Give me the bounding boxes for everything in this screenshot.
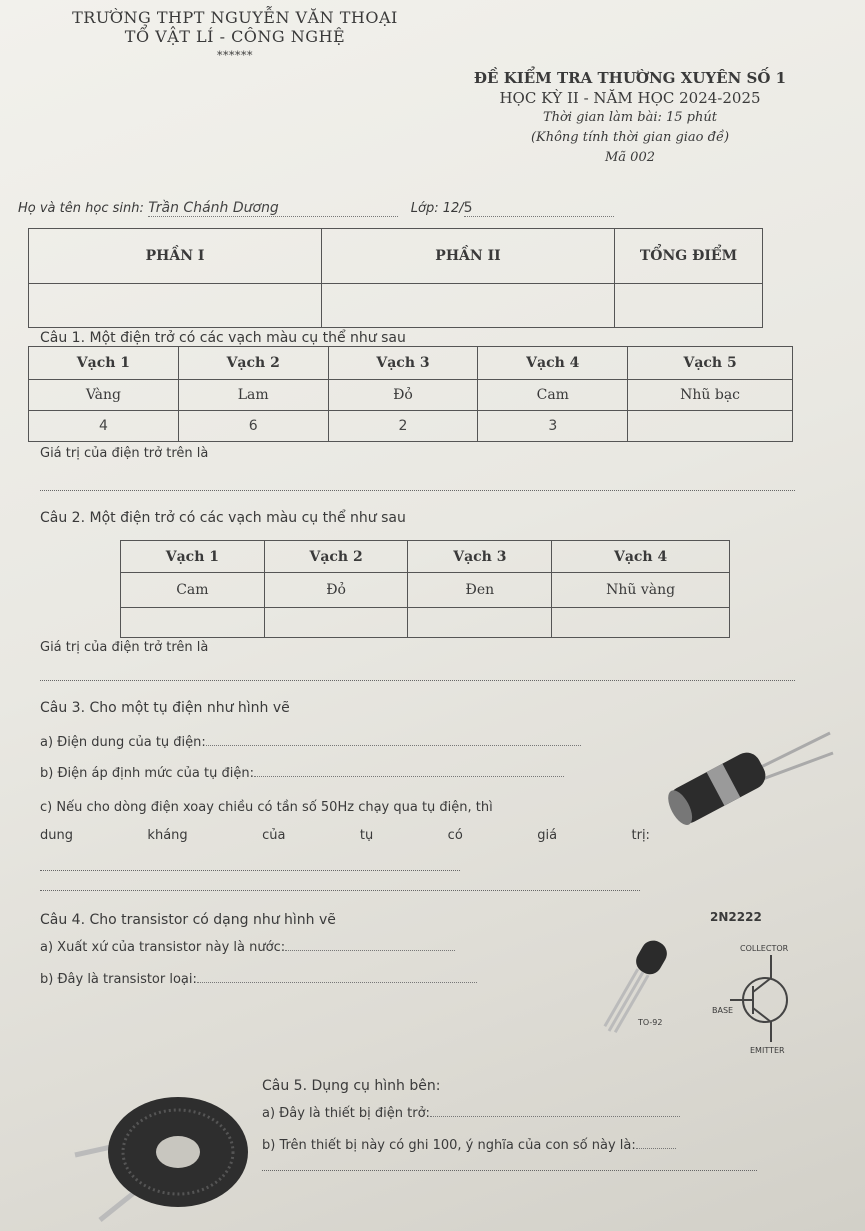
score-cell-part1[interactable] (29, 284, 322, 328)
q3-b-answer[interactable] (254, 776, 564, 777)
collector-label: COLLECTOR (740, 944, 789, 953)
q1-digit[interactable]: 2 (328, 411, 478, 442)
q1-digit[interactable]: 4 (29, 411, 179, 442)
package-label: TO-92 (638, 1018, 663, 1027)
q1-header: Vạch 4 (478, 347, 628, 380)
q3-c2-word: tụ (359, 828, 374, 843)
q4-a-label: a) Xuất xứ của transistor này là nước: (40, 940, 286, 955)
q1-color: Lam (178, 380, 328, 411)
q2-answer-line[interactable] (40, 680, 795, 681)
q3-b (40, 766, 564, 781)
q3-a-answer[interactable] (206, 745, 581, 746)
header-stars: ****** (217, 49, 253, 62)
score-cell-part2[interactable] (322, 284, 615, 328)
q3-c2-word: dung (40, 828, 73, 843)
q2-blank-cell[interactable] (408, 607, 552, 637)
q4-a-answer[interactable] (285, 950, 455, 951)
q3-c-answer-line-2[interactable] (40, 890, 640, 891)
score-header-part1: PHẦN I (29, 229, 322, 284)
q1-digit[interactable] (628, 411, 793, 442)
q1-value-label: Giá trị của điện trở trên là (40, 446, 209, 461)
q1-color: Đỏ (328, 380, 478, 411)
q5-answer-line[interactable] (262, 1170, 757, 1171)
school-name: TRƯỜNG THPT NGUYỄN VĂN THOẠI (72, 8, 398, 27)
q2-color: Nhũ vàng (552, 573, 730, 607)
transistor-part-number: 2N2222 (710, 910, 762, 924)
q1-color: Vàng (29, 380, 179, 411)
q2-color: Đỏ (264, 573, 408, 607)
student-info (18, 200, 778, 217)
q2-header: Vạch 1 (121, 541, 265, 573)
q1-header: Vạch 2 (178, 347, 328, 380)
q1-color: Nhũ bạc (628, 380, 793, 411)
exam-time-note: (Không tính thời gian giao đề) (530, 130, 730, 145)
exam-code: Mã 002 (604, 150, 655, 165)
q3-c2-word: trị: (631, 828, 650, 843)
q1-header: Vạch 3 (328, 347, 478, 380)
q1-header: Vạch 1 (29, 347, 179, 380)
q5-b (262, 1138, 676, 1153)
q2-header: Vạch 2 (264, 541, 408, 573)
q3-c2-word: có (447, 828, 463, 843)
q3-a-label: a) Điện dung của tụ điện: (40, 735, 206, 750)
student-name-label: Họ và tên học sinh: (18, 201, 144, 216)
score-header-part2: PHẦN II (322, 229, 615, 284)
q2-color: Cam (121, 573, 265, 607)
q3-c2-word: giá (537, 828, 558, 843)
q1-header: Vạch 5 (628, 347, 793, 380)
score-cell-total[interactable] (615, 284, 763, 328)
q4-text: Câu 4. Cho transistor có dạng như hình vẽ (40, 912, 336, 928)
q4-b (40, 972, 477, 987)
q2-table (120, 540, 730, 638)
q4-b-answer[interactable] (197, 982, 477, 983)
toroid-inductor-image (70, 1090, 250, 1231)
q2-blank-cell[interactable] (552, 607, 730, 637)
capacitor-image (655, 728, 835, 828)
q5-a (262, 1106, 680, 1121)
q2-blank-cell[interactable] (264, 607, 408, 637)
student-class-value[interactable]: 5 (464, 200, 614, 217)
q2-text: Câu 2. Một điện trở có các vạch màu cụ thể như sau (40, 510, 406, 526)
q2-blank-cell[interactable] (121, 607, 265, 637)
exam-time: Thời gian làm bài: 15 phút (543, 110, 717, 125)
q5-text: Câu 5. Dụng cụ hình bên: (262, 1078, 441, 1094)
q3-c-answer-line[interactable] (40, 870, 460, 871)
base-label: BASE (712, 1006, 734, 1015)
q1-color: Cam (478, 380, 628, 411)
student-class-label: Lớp: 12/ (410, 201, 464, 216)
q3-b-label: b) Điện áp định mức của tụ điện: (40, 766, 254, 781)
student-name-value[interactable]: Trần Chánh Dương (148, 200, 398, 217)
q1-table (28, 346, 793, 442)
q3-c2-word: kháng (147, 828, 188, 843)
q5-a-answer[interactable] (430, 1116, 680, 1117)
q3-text: Câu 3. Cho một tụ điện như hình vẽ (40, 700, 290, 716)
q5-b-answer[interactable] (636, 1148, 676, 1149)
q4-b-label: b) Đây là transistor loại: (40, 972, 197, 987)
emitter-label: EMITTER (750, 1046, 785, 1055)
q1-text: Câu 1. Một điện trở có các vạch màu cụ thể như sau (40, 330, 406, 346)
school-header (0, 8, 470, 65)
q2-color: Đen (408, 573, 552, 607)
q1-answer-line[interactable] (40, 490, 795, 491)
q5-b-label: b) Trên thiết bị này có ghi 100, ý nghĩa của con số này là: (262, 1138, 636, 1153)
q3-c2-word: của (262, 828, 286, 843)
department-name: TỔ VẬT LÍ - CÔNG NGHỆ (124, 27, 346, 46)
exam-semester: HỌC KỲ II - NĂM HỌC 2024-2025 (499, 89, 761, 107)
score-table (28, 228, 763, 328)
q3-c2 (40, 828, 650, 843)
q2-header: Vạch 3 (408, 541, 552, 573)
q1-digit[interactable]: 3 (478, 411, 628, 442)
q1-digit[interactable]: 6 (178, 411, 328, 442)
q3-c1: c) Nếu cho dòng điện xoay chiều có tần số 50Hz chạy qua tụ điện, thì (40, 800, 493, 815)
q2-header: Vạch 4 (552, 541, 730, 573)
exam-title: ĐỀ KIỂM TRA THƯỜNG XUYÊN SỐ 1 (473, 69, 787, 87)
score-header-total: TỔNG ĐIỂM (615, 229, 763, 284)
q2-value-label: Giá trị của điện trở trên là (40, 640, 209, 655)
q3-a (40, 735, 581, 750)
q5-a-label: a) Đây là thiết bị điện trở: (262, 1106, 430, 1121)
exam-header (395, 68, 865, 168)
q4-a (40, 940, 455, 955)
